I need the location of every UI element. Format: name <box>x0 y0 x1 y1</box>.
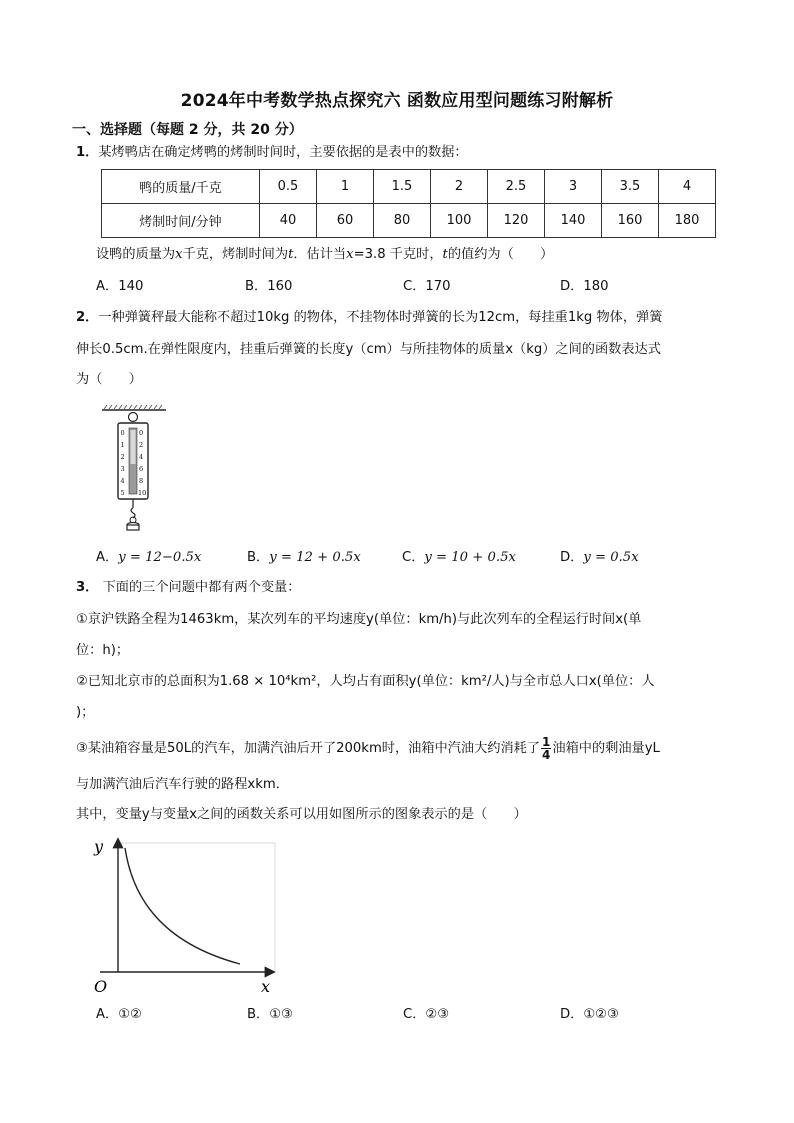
q1-stem <box>76 144 468 162</box>
q1-text: ．估计当 <box>293 247 347 262</box>
q2-option-c[interactable] <box>402 549 516 567</box>
option-expression: y = 12 + 0.5x <box>269 550 361 565</box>
scale-tick-label: 6 <box>139 465 144 473</box>
scale-tick-label: 0 <box>139 429 144 437</box>
q1-number: 1． <box>76 145 99 160</box>
scale-tick-label: 10 <box>138 489 147 497</box>
q3-graph <box>88 834 288 998</box>
q3-option-d[interactable]: D．①②③ <box>560 1007 619 1022</box>
option-label: B． <box>247 550 270 565</box>
q1-option-b[interactable]: B．160 <box>245 279 293 294</box>
x-axis-label: x <box>261 977 271 996</box>
q1-var-x: x <box>346 247 354 262</box>
hyperbola-curve <box>125 848 240 964</box>
q3-item-2-line-2: )； <box>76 705 95 720</box>
table-cell: 4 <box>659 170 716 204</box>
table-cell: 0.5 <box>260 170 317 204</box>
scale-tick-label: 8 <box>139 477 144 485</box>
graph-grid <box>118 843 275 972</box>
table-cell: 120 <box>488 204 545 238</box>
table-cell: 2.5 <box>488 170 545 204</box>
table-cell: 140 <box>545 204 602 238</box>
table-cell: 3.5 <box>602 170 659 204</box>
q3-text: ③某油箱容量是50L的汽车，加满汽油后开了200km时，油箱中汽油大约消耗了 <box>76 741 541 756</box>
q1-var-t: t <box>442 247 448 262</box>
q3-option-c[interactable]: C．②③ <box>403 1007 450 1022</box>
scale-tick-label: 3 <box>120 465 125 473</box>
q2-option-d[interactable] <box>560 549 639 567</box>
q1-var-t: t <box>288 247 294 262</box>
q3-item-1-line-1: ①京沪铁路全程为1463km，某次列车的平均速度y(单位：km/h)与此次列车的全程运行时间x(单 <box>76 612 642 627</box>
q2-line-2: 伸长0.5cm.在弹性限度内，挂重后弹簧的长度y（cm）与所挂物体的质量x（kg）之间的函数表达式 <box>76 342 661 357</box>
table-cell: 160 <box>602 204 659 238</box>
q3-stem <box>76 579 300 597</box>
q1-text: 千克，烤制时间为 <box>182 247 289 262</box>
q3-stem-text: 下面的三个问题中都有两个变量： <box>98 580 301 595</box>
table-cell: 80 <box>374 204 431 238</box>
q3-option-a[interactable]: A．①② <box>96 1007 142 1022</box>
option-label: A． <box>96 550 119 565</box>
table-row <box>102 204 716 238</box>
option-expression: y = 12−0.5x <box>118 550 202 565</box>
page-title: 2024年中考数学热点探究六 函数应用型问题练习附解析 <box>180 91 614 111</box>
table-cell: 1.5 <box>374 170 431 204</box>
table-cell: 2 <box>431 170 488 204</box>
origin-label: O <box>94 977 108 996</box>
table-cell: 180 <box>659 204 716 238</box>
q2-option-b[interactable] <box>247 549 361 567</box>
q1-text: 设鸭的质量为 <box>96 247 176 262</box>
q1-text: =3.8 千克时， <box>353 247 443 262</box>
q2-number: 2． <box>76 310 99 325</box>
table-cell: 100 <box>431 204 488 238</box>
q1-option-a[interactable]: A．140 <box>96 279 144 294</box>
q3-number: 3． <box>76 580 99 595</box>
q1-var-x: x <box>175 247 183 262</box>
scale-tick-label: 0 <box>120 429 125 437</box>
fraction-numerator: 1 <box>542 734 551 749</box>
table-row-header: 烤制时间/分钟 <box>102 204 260 238</box>
q2-text: 一种弹簧秤最大能称不超过10kg 的物体，不挂物体时弹簧的长为12cm，每挂重1kg 物体，弹簧 <box>98 310 663 325</box>
fraction-one-quarter <box>541 736 551 761</box>
q3-option-b[interactable]: B．①③ <box>247 1007 293 1022</box>
section-heading: 一、选择题（每题 2 分，共 20 分） <box>72 122 303 138</box>
scale-tick-label: 1 <box>120 441 125 449</box>
q2-line-3: 为（ ） <box>76 372 142 387</box>
q1-option-c[interactable]: C．170 <box>403 279 451 294</box>
q3-item-1-line-2: 位：h)； <box>76 643 130 658</box>
q3-text: 油箱中的剩油量yL <box>552 741 660 756</box>
q3-item-3-line-1 <box>76 735 660 763</box>
q3-item-3-line-2: 与加满汽油后汽车行驶的路程xkm． <box>76 777 289 792</box>
scale-tick-label: 2 <box>120 453 125 461</box>
q3-question: 其中，变量y与变量x之间的函数关系可以用如图所示的图象表示的是（ ） <box>76 807 527 822</box>
table-cell: 1 <box>317 170 374 204</box>
scale-tick-label: 4 <box>120 477 125 485</box>
q1-option-d[interactable]: D．180 <box>560 279 609 294</box>
q1-text: 的值约为（ ） <box>447 247 554 262</box>
table-cell: 40 <box>260 204 317 238</box>
q1-data-table <box>101 169 716 238</box>
table-cell: 3 <box>545 170 602 204</box>
spring-scale-figure <box>100 404 170 534</box>
y-axis-label: y <box>94 837 104 856</box>
fraction-denominator: 4 <box>542 747 551 762</box>
q2-line-1 <box>76 309 662 327</box>
scale-tick-label: 2 <box>139 441 144 449</box>
q1-stem-text: 某烤鸭店在确定烤鸭的烤制时间时，主要依据的是表中的数据： <box>98 145 468 160</box>
table-row-header: 鸭的质量/千克 <box>102 170 260 204</box>
q2-option-a[interactable] <box>96 549 201 567</box>
option-label: C． <box>402 550 425 565</box>
option-expression: y = 0.5x <box>583 550 639 565</box>
option-expression: y = 10 + 0.5x <box>424 550 516 565</box>
q3-item-2-line-1: ②已知北京市的总面积为1.68 × 10⁴km²，人均占有面积y(单位：km²/人)与全市总人口x(单位：人 <box>76 674 655 689</box>
option-label: D． <box>560 550 584 565</box>
scale-tick-label: 5 <box>120 489 125 497</box>
table-row <box>102 170 716 204</box>
q1-question-line <box>96 246 553 264</box>
table-cell: 60 <box>317 204 374 238</box>
scale-tick-label: 4 <box>139 453 144 461</box>
